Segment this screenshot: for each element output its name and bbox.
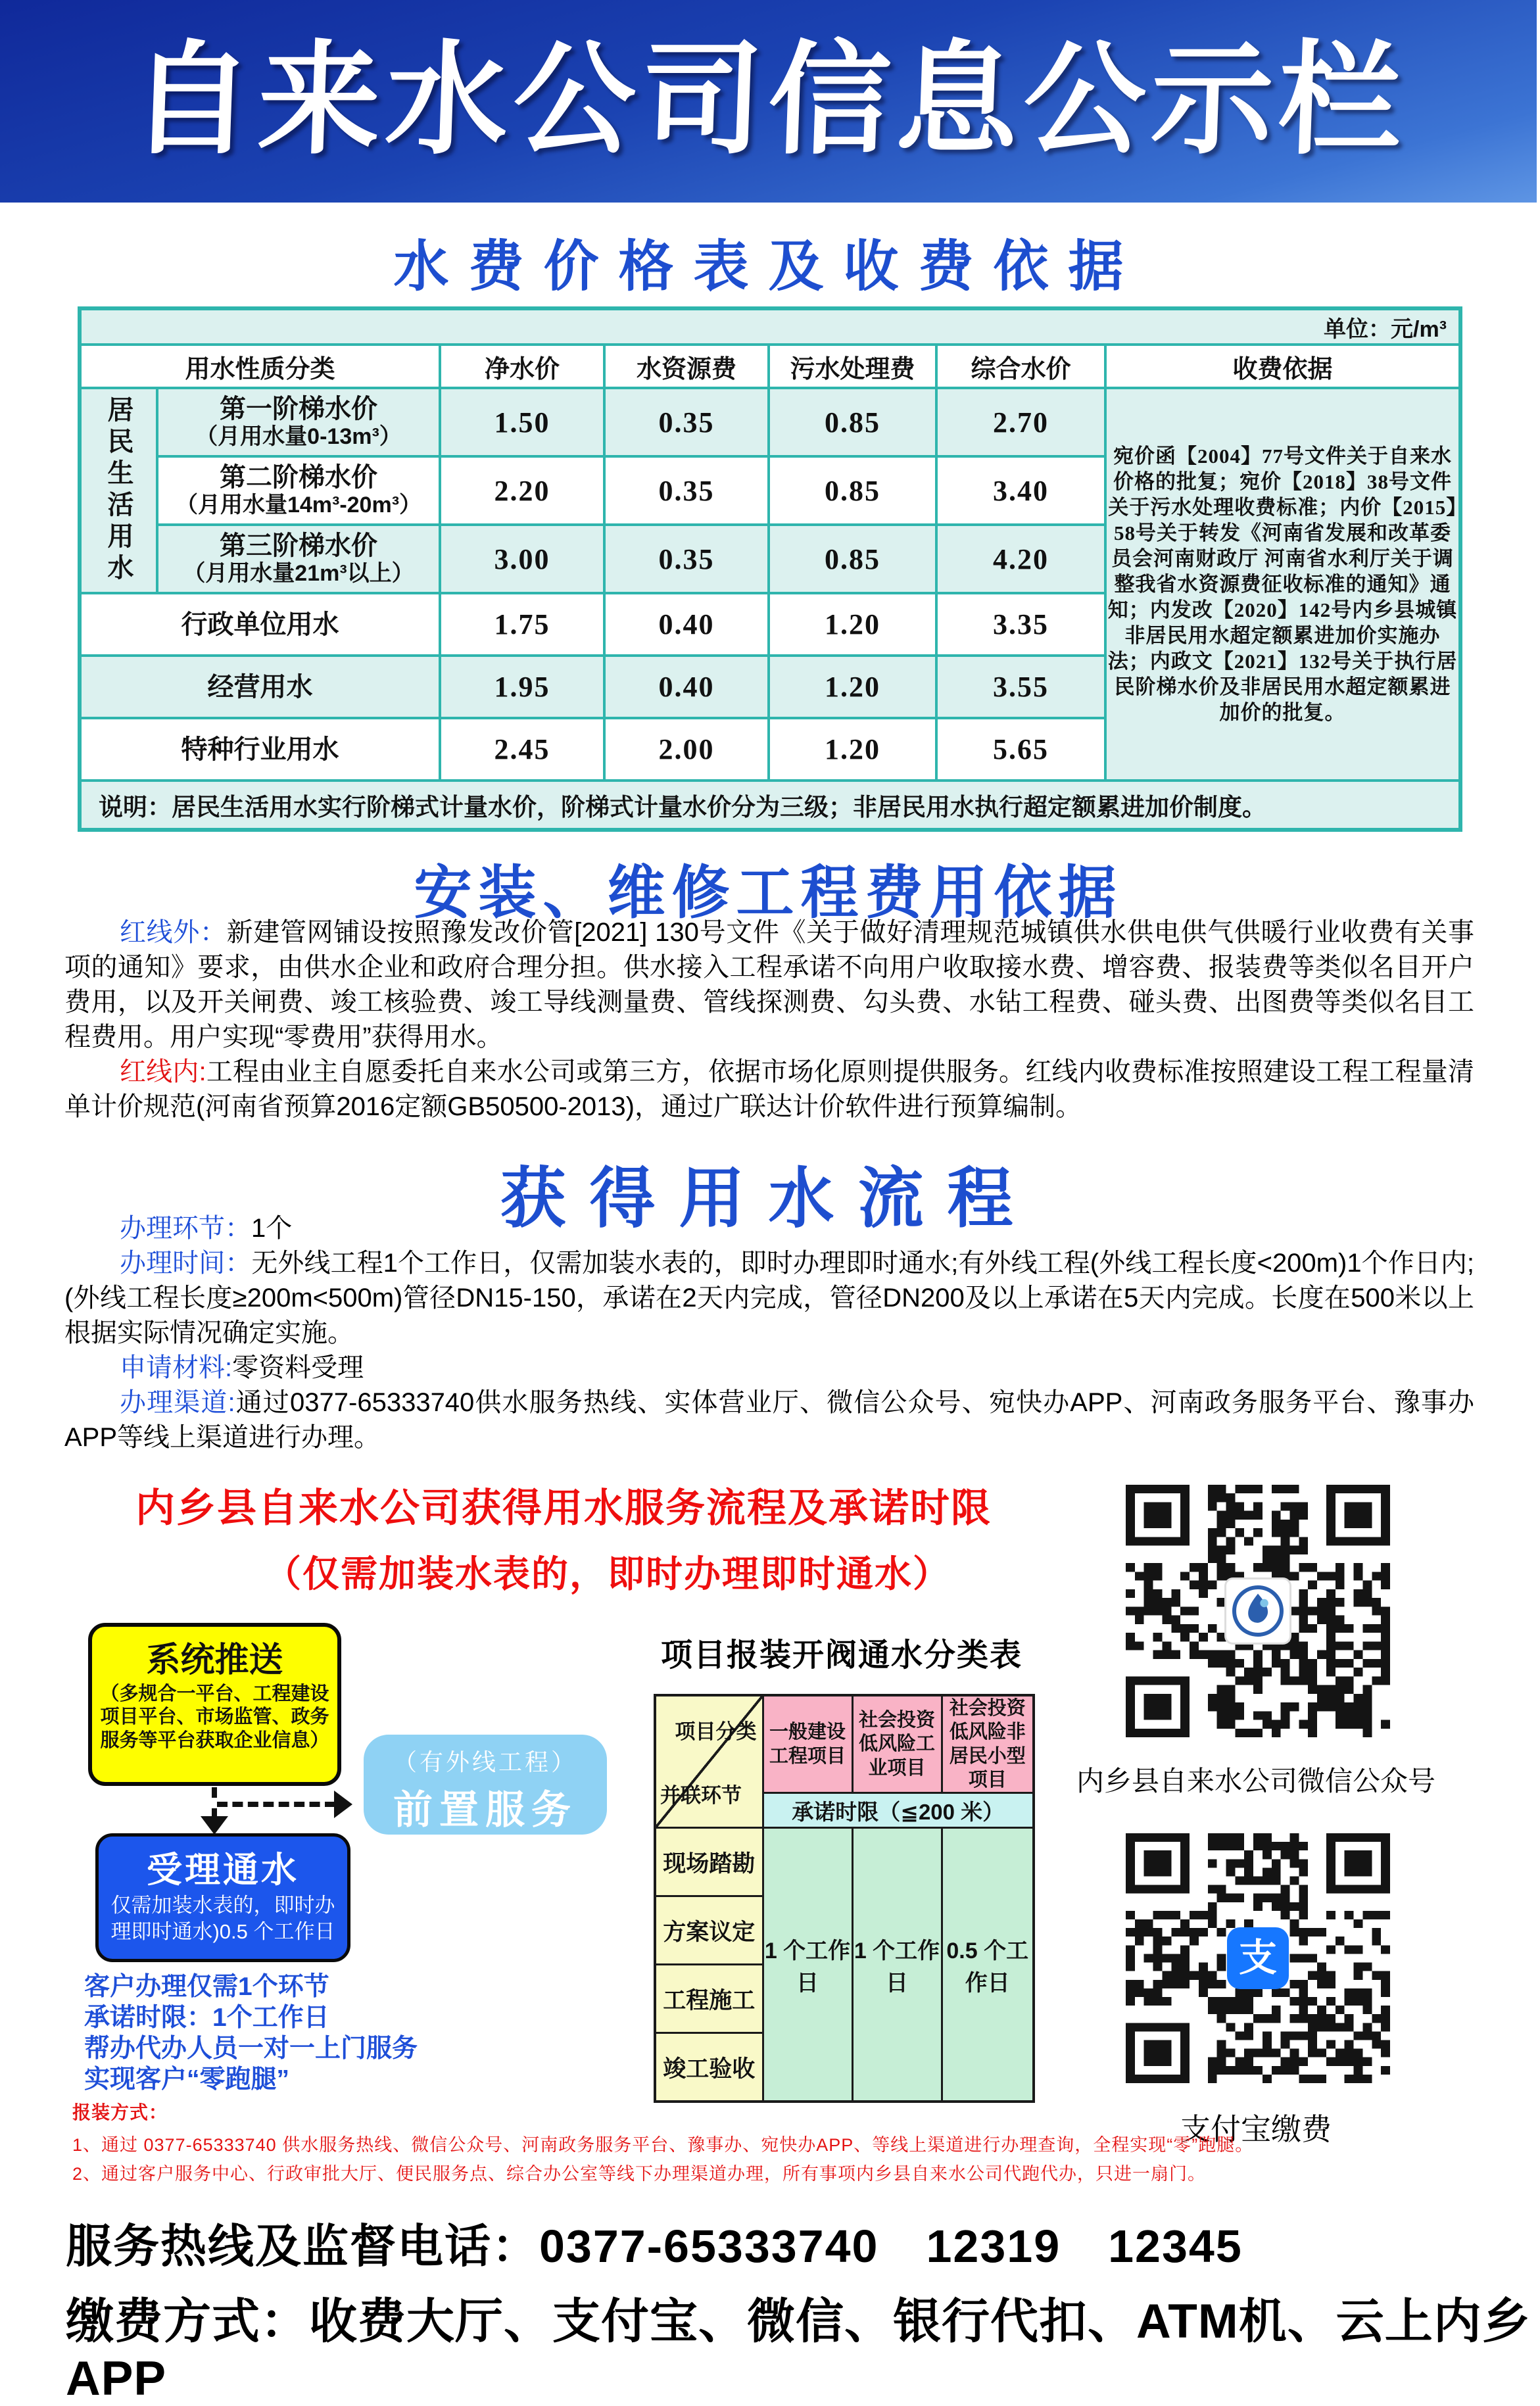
flow-notes	[84, 1971, 418, 2095]
table-row	[655, 1828, 1034, 1896]
install-section-body	[64, 915, 1474, 1124]
corner-top-label: 项目分类	[675, 1720, 757, 1743]
promise-time-cell: 承诺时限（≦200 米）	[763, 1793, 1034, 1828]
process-item: 办理环节：1个	[120, 1214, 293, 1243]
step-label: 方案议定	[655, 1896, 763, 1965]
wechat-qr-label: 内乡县自来水公司微信公众号	[1076, 1766, 1435, 1796]
price-cell: 3.55	[936, 656, 1105, 718]
alipay-qr-label: 支付宝缴费	[1180, 2112, 1332, 2146]
tier-name: 第二阶梯水价 （月用水量14m³-20m³）	[157, 456, 440, 525]
tier-name: 第一阶梯水价 （月用水量0-13m³）	[157, 388, 440, 456]
pre-service-title: 前置服务	[393, 1788, 577, 1832]
system-push-body: （多规合一平台、工程建设项目平台、市场监管、政务服务等平台获取企业信息）	[100, 1683, 329, 1751]
table-row	[80, 308, 1460, 345]
group-label: 居民生活用水	[80, 388, 157, 593]
price-cell: 2.20	[440, 456, 604, 525]
apply-methods-title: 报装方式：	[72, 2102, 168, 2123]
price-cell: 1.20	[769, 593, 936, 656]
promise-title: 内乡县自来水公司获得用水服务流程及承诺时限	[135, 1486, 992, 1530]
pre-service-box	[364, 1735, 607, 1835]
corner-cell	[655, 1695, 763, 1828]
classification-title: 项目报装开阀通水分类表	[660, 1638, 1023, 1673]
process-item: 办理时间：无外线工程1个工作日，仅需加装水表的，即时办理即时通水;有外线工程(外线工程长度<200m)1个作日内;(外线工程长度≥200m<500m)管径DN15-150，承诺在2天内完成，管径DN200及以上承诺在5天内完成。长度在500米以上根据实际情况确定实施。	[64, 1249, 1475, 1347]
tier-name: 第三阶梯水价 （月用水量21m³以上）	[157, 525, 440, 593]
category-name: 行政单位用水	[80, 593, 440, 656]
price-cell: 0.85	[769, 388, 936, 456]
flow-note-line: 承诺时限：1个工作日	[84, 2004, 329, 2032]
accept-water-body: 仅需加装水表的，即时办理即时通水)0.5 个工作日	[110, 1894, 335, 1944]
category-name: 特种行业用水	[80, 718, 440, 781]
price-cell: 0.85	[769, 525, 936, 593]
classification-table	[654, 1694, 1035, 2103]
price-cell: 0.35	[604, 388, 769, 456]
col-clean-price: 净水价	[440, 345, 604, 388]
flow-note-line: 客户办理仅需1个环节	[84, 1973, 329, 2001]
price-cell: 0.40	[604, 656, 769, 718]
price-cell: 1.95	[440, 656, 604, 718]
step-label: 工程施工	[655, 1965, 763, 2033]
table-header-row	[80, 345, 1460, 388]
price-cell: 1.20	[769, 718, 936, 781]
project-type-header: 社会投资低风险非居民小型项目	[942, 1695, 1034, 1793]
redline-outside-label: 红线外：	[120, 918, 227, 947]
redline-outside-paragraph: 红线外：新建管网铺设按照豫发改价管[2021] 130号文件《关于做好清理规范城镇供水供电供气供暖行业收费有关事项的通知》要求，由供水企业和政府合理分担。供水接入工程承诺不向用户收取接水费、增容费、报装费等类似名目开户费用，以及开关闸费、竣工核验费、竣工导线测量费、管线探测费、勾头费、水钻工程费、碰头费、出图费等类似名目工程费用。用户实现“零费用”获得用水。	[64, 918, 1475, 1051]
project-type-header: 社会投资低风险工业项目	[852, 1695, 942, 1793]
header-banner	[0, 0, 1537, 203]
flow-note-line: 帮办代办人员一对一上门服务	[84, 2034, 418, 2063]
price-cell: 3.35	[936, 593, 1105, 656]
accept-water-box	[95, 1833, 350, 1962]
unit-note: 单位：元/m³	[80, 308, 1460, 345]
project-type-header: 一般建设工程项目	[763, 1695, 852, 1793]
water-company-logo	[1226, 1579, 1289, 1643]
corner-bottom-label: 并联环节	[660, 1784, 742, 1807]
process-section-title: 获得用水流程	[500, 1162, 1037, 1236]
price-cell: 0.40	[604, 593, 769, 656]
redline-inside-paragraph: 红线内:工程由业主自愿委托自来水公司或第三方，依据市场化原则提供服务。红线内收费标准按照建设工程工程量清单计价规范(河南省预算2016定额GB50500-2013)，通过广联达计价软件进行预算编制。	[64, 1057, 1474, 1121]
service-hotline-line: 服务热线及监督电话：0377-65333740 12319 12345	[66, 2221, 1243, 2272]
flow-arrow-down	[212, 1787, 217, 1819]
apply-method-item: 1、通过 0377-65333740 供水服务热线、微信公众号、河南政务服务平台、豫事办、宛快办APP、等线上渠道进行办理查询，全程实现“零”跑腿。	[72, 2134, 1254, 2155]
flow-note-line: 实现客户“零跑腿”	[84, 2065, 290, 2094]
apply-methods	[72, 2102, 1253, 2192]
table-note-row	[80, 781, 1460, 830]
table-row	[80, 388, 1460, 456]
duration-cell: 0.5 个工作日	[942, 1828, 1034, 2102]
system-push-title: 系统推送	[146, 1641, 283, 1679]
table-row	[655, 1695, 1034, 1793]
category-name: 经营用水	[80, 656, 440, 718]
col-resource-fee: 水资源费	[604, 345, 769, 388]
redline-inside-label: 红线内:	[120, 1057, 206, 1086]
price-cell: 1.20	[769, 656, 936, 718]
pre-service-note: （有外线工程）	[393, 1748, 577, 1775]
install-section-title: 安装、维修工程费用依据	[414, 860, 1123, 925]
promise-subtitle: （仅需加装水表的，即时办理即时通水）	[264, 1553, 951, 1595]
duration-cell: 1 个工作日	[763, 1828, 852, 2102]
alipay-qr-code	[1126, 1833, 1390, 2083]
table-note: 说明：居民生活用水实行阶梯式计量水价，阶梯式计量水价分为三级；非居民用水执行超定额累进加价制度。	[80, 781, 1460, 830]
duration-cell: 1 个工作日	[852, 1828, 942, 2102]
price-cell: 1.50	[440, 388, 604, 456]
price-cell: 0.35	[604, 525, 769, 593]
price-cell: 3.40	[936, 456, 1105, 525]
page-title: 自来水公司信息公示栏	[128, 34, 1409, 169]
price-cell: 0.35	[604, 456, 769, 525]
apply-method-item: 2、通过客户服务中心、行政审批大厅、便民服务点、综合办公室等线下办理渠道办理，所有事项内乡县自来水公司代跑代办，只进一扇门。	[72, 2163, 1207, 2184]
col-category: 用水性质分类	[80, 345, 440, 388]
price-cell: 4.20	[936, 525, 1105, 593]
col-sewage-fee: 污水处理费	[769, 345, 936, 388]
price-table	[78, 306, 1462, 832]
price-cell: 2.45	[440, 718, 604, 781]
step-label: 竣工验收	[655, 2033, 763, 2102]
payment-methods-line: 缴费方式：收费大厅、支付宝、微信、银行代扣、ATM机、云上内乡APP	[66, 2295, 1531, 2405]
footer	[66, 2209, 1537, 2406]
price-cell: 2.00	[604, 718, 769, 781]
price-cell: 1.75	[440, 593, 604, 656]
flow-arrow-right	[217, 1802, 335, 1807]
price-cell: 5.65	[936, 718, 1105, 781]
price-cell: 0.85	[769, 456, 936, 525]
process-section-body	[64, 1211, 1474, 1455]
wechat-qr-code	[1126, 1485, 1390, 1737]
basis-text: 宛价函【2004】77号文件关于自来水价格的批复；宛价【2018】38号文件关于污水处理收费标准；内价【2015】58号关于转发《河南省发展和改革委员会河南财政厅 河南省水利厅关于调整我省水资源费征收标准的通知》通知；内发改【2020】142号内乡县城镇非居民用水超定额累进加价实施办法；内政文【2021】132号关于执行居民阶梯水价及非居民用水超定额累进加价的批复。	[1105, 388, 1460, 781]
flow-arrow-right-head	[334, 1791, 352, 1818]
process-item: 申请材料:零资料受理	[120, 1353, 364, 1382]
col-basis: 收费依据	[1105, 345, 1460, 388]
accept-water-title: 受理通水	[147, 1850, 299, 1890]
system-push-box	[88, 1623, 341, 1786]
process-item: 办理渠道:通过0377-65333740供水服务热线、实体营业厅、微信公众号、宛快办APP、河南政务服务平台、豫事办APP等线上渠道进行办理。	[64, 1388, 1474, 1452]
step-label: 现场踏勘	[655, 1828, 763, 1896]
price-section-title: 水费价格表及收费依据	[393, 235, 1143, 297]
alipay-logo: 支	[1227, 1927, 1289, 1989]
price-cell: 3.00	[440, 525, 604, 593]
price-cell: 2.70	[936, 388, 1105, 456]
flow-arrow-down-head	[201, 1816, 228, 1835]
col-combined-price: 综合水价	[936, 345, 1105, 388]
